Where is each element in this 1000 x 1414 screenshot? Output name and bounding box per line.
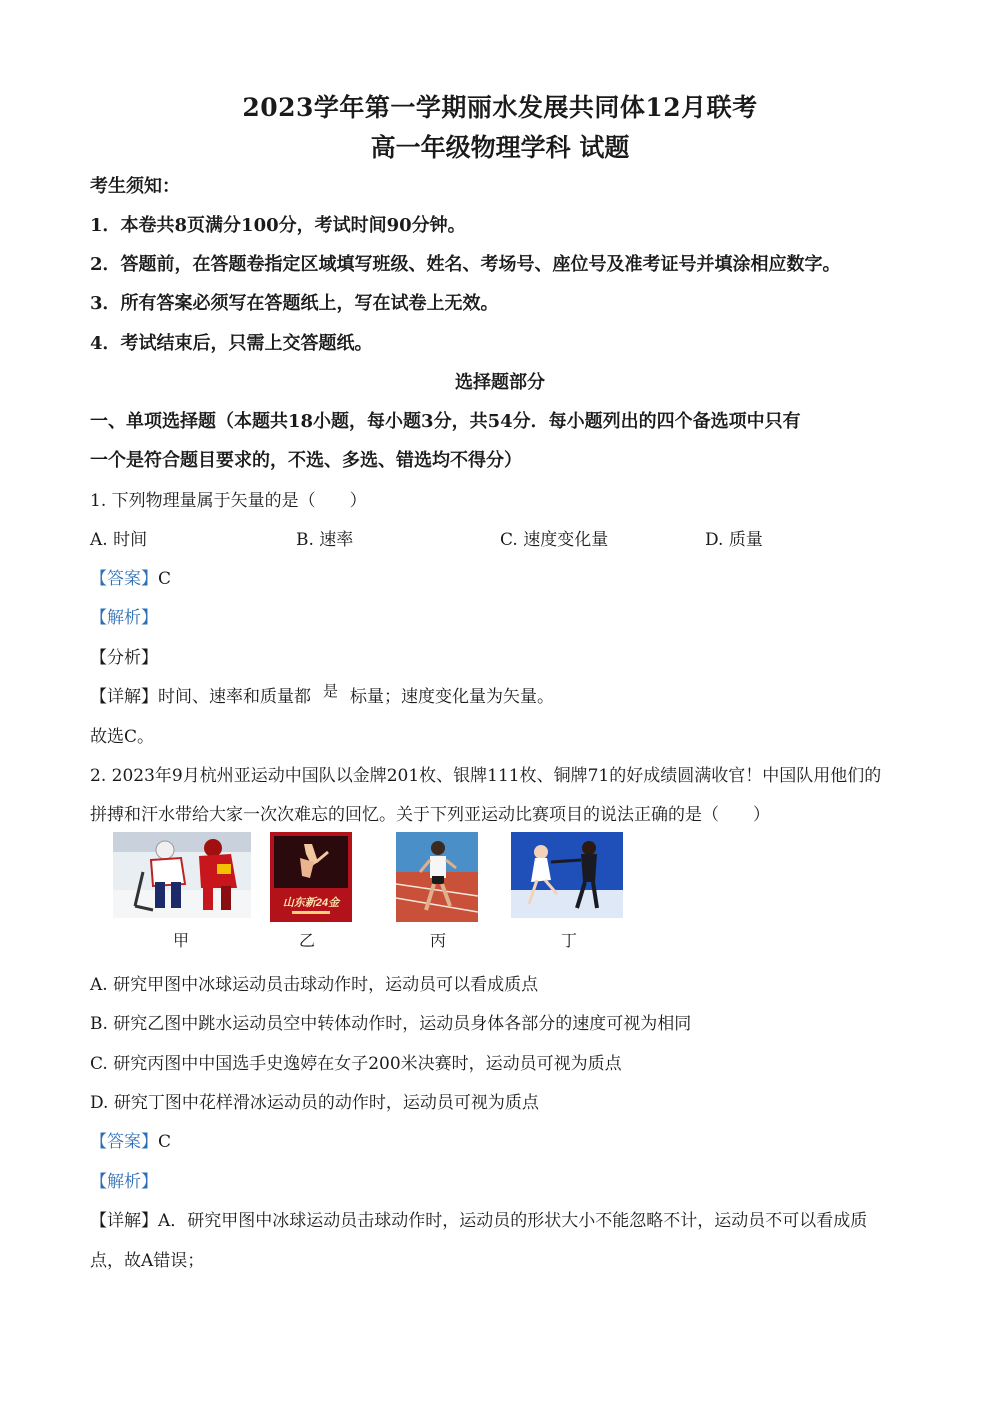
q2-option-d: D. 研究丁图中花样滑冰运动员的动作时，运动员可视为质点 [90,1093,539,1113]
q1-detail-part2: 标量；速度变化量为矢量。 [350,687,555,707]
poster-text: 山东新24金 [282,897,340,909]
figure-bing-runner [396,832,478,922]
q2-answer-tag: 【答案】 [90,1132,158,1152]
notice-item-4: 4．考试结束后，只需上交答题纸。 [90,333,373,354]
figure-label-ding: 丁 [560,931,577,950]
q2-option-a: A. 研究甲图中冰球运动员击球动作时，运动员可以看成质点 [90,975,539,995]
notice-item-2: 2．答题前，在答题卷指定区域填写班级、姓名、考场号、座位号及准考证号并填涂相应数字。 [90,254,841,275]
q1-answer-line [90,564,930,589]
q1-answer-value: C [158,569,172,589]
notice-item-3: 3．所有答案必须写在答题纸上，写在试卷上无效。 [90,293,499,314]
q2-analysis-tag: 【解析】 [90,1172,158,1192]
q2-answer-value: C [158,1132,172,1152]
q2-detail-line1: 【详解】A．研究甲图中冰球运动员击球动作时，运动员的形状大小不能忽略不计，运动员不可以看成质 [90,1211,868,1231]
figure-jia-ice-hockey [113,832,251,918]
exam-title: 2023学年第一学期丽水发展共同体12月联考 [242,93,758,122]
figure-ding-figure-skating [511,832,623,918]
part1-heading-line2: 一个是符合题目要求的，不选、多选、错选均不得分） [90,450,522,471]
q2-answer-line [90,1127,930,1152]
q1-answer-tag: 【答案】 [90,569,158,589]
q2-stem-line2: 拼搏和汗水带给大家一次次难忘的回忆。关于下列亚运动比赛项目的说法正确的是（ ） [90,805,770,825]
q1-analysis-tag: 【解析】 [90,608,158,628]
notice-heading: 考生须知： [90,176,180,197]
q2-option-b: B. 研究乙图中跳水运动员空中转体动作时，运动员身体各部分的速度可视为相同 [90,1014,692,1034]
q1-conclusion: 故选C。 [90,727,155,747]
q2-stem-line1: 2. 2023年9月杭州亚运动中国队以金牌201枚、银牌111枚、铜牌71的好成绩圆满收官！中国队用他们的 [90,766,882,786]
q2-option-c: C. 研究丙图中中国选手史逸婷在女子200米决赛时，运动员可视为质点 [90,1054,622,1074]
figure-label-yi: 乙 [298,931,315,950]
part1-heading-line1: 一、单项选择题（本题共18小题，每小题3分，共54分．每小题列出的四个备选项中只有 [90,411,801,432]
q1-option-c: C. 速度变化量 [500,530,609,550]
q1-fenxi-tag: 【分析】 [90,648,158,668]
exam-subtitle: 高一年级物理学科 试题 [370,133,630,162]
q1-stem: 1. 下列物理量属于矢量的是（ ） [90,491,367,511]
figure-yi-diving [270,832,352,922]
figure-label-jia: 甲 [172,931,189,950]
notice-item-1: 1．本卷共8页满分100分，考试时间90分钟。 [90,215,466,236]
q1-option-d: D. 质量 [705,530,763,550]
q1-option-b: B. 速率 [296,530,354,550]
q2-detail-line2: 点，故A错误； [90,1251,205,1271]
q1-detail-shi: 是 [323,682,339,700]
section-title: 选择题部分 [455,372,545,393]
q1-detail-part1: 【详解】时间、速率和质量都 [90,687,311,707]
q1-option-a: A. 时间 [90,530,148,550]
q1-detail [90,682,930,707]
figure-label-bing: 丙 [429,931,446,950]
